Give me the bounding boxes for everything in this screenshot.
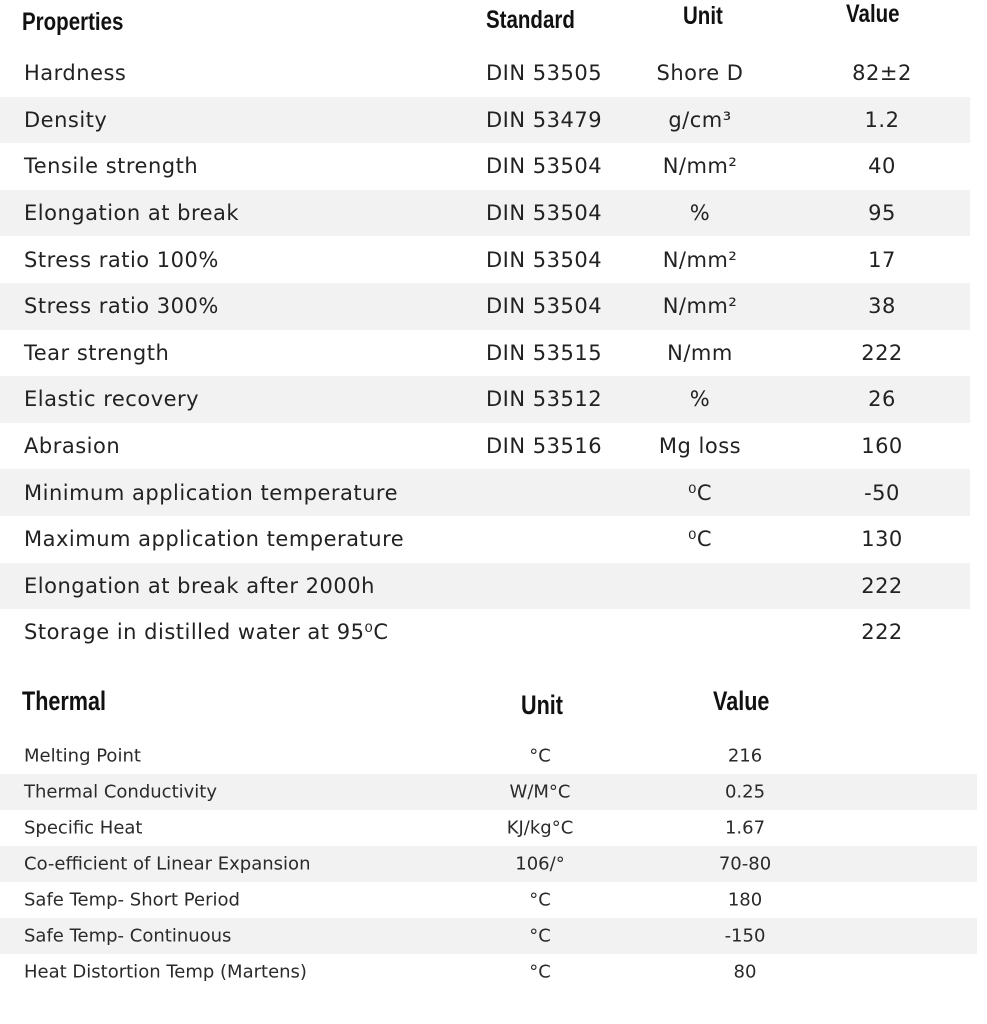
thermal-value: 216 — [727, 745, 763, 767]
thermal-unit: °C — [529, 745, 551, 767]
property-standard: DIN 53504 — [486, 294, 603, 319]
property-standard: DIN 53505 — [486, 61, 603, 86]
property-value: 82±2 — [852, 61, 912, 86]
property-value: 222 — [861, 573, 903, 598]
property-value: 130 — [861, 527, 903, 552]
property-name: Abrasion — [24, 434, 121, 459]
property-name: Tear strength — [24, 340, 170, 365]
thermal-unit: W/M°C — [509, 781, 571, 803]
property-standard: DIN 53479 — [486, 107, 603, 132]
property-unit: % — [689, 387, 711, 412]
table-row — [0, 330, 970, 377]
property-value: 17 — [868, 247, 896, 272]
thermal-value: 80 — [733, 961, 757, 983]
property-value: 160 — [861, 434, 903, 459]
property-standard: DIN 53504 — [486, 154, 603, 179]
standard-heading: Standard — [486, 6, 575, 34]
thermal-unit-heading: Unit — [521, 690, 563, 720]
thermal-property-name: Safe Temp- Short Period — [24, 889, 240, 911]
thermal-value: 180 — [727, 889, 763, 911]
property-unit: N/mm² — [662, 154, 738, 179]
thermal-value-heading: Value — [713, 686, 770, 716]
table-row — [0, 609, 970, 656]
property-unit: N/mm — [667, 340, 733, 365]
thermal-value: -150 — [724, 925, 766, 947]
table-row — [0, 97, 970, 144]
property-value: 26 — [868, 387, 896, 412]
table-row — [0, 283, 970, 330]
property-value: 95 — [868, 201, 896, 226]
property-standard: DIN 53504 — [486, 201, 603, 226]
table-row — [0, 190, 970, 237]
property-value: 40 — [868, 154, 896, 179]
property-unit: N/mm² — [662, 247, 738, 272]
property-value: 222 — [861, 620, 903, 645]
table-row — [0, 469, 970, 516]
thermal-header-row — [0, 680, 977, 738]
thermal-unit: °C — [529, 925, 551, 947]
table-row — [0, 236, 970, 283]
property-unit: ⁰C — [687, 527, 713, 552]
thermal-unit: °C — [529, 961, 551, 983]
properties-heading: Properties — [22, 8, 124, 36]
table-row — [0, 810, 977, 846]
thermal-value: 1.67 — [724, 817, 766, 839]
table-row — [0, 563, 970, 610]
table-row — [0, 50, 970, 97]
property-unit: g/cm³ — [668, 107, 732, 132]
property-name: Elongation at break after 2000h — [24, 573, 375, 598]
property-unit: ⁰C — [687, 480, 713, 505]
thermal-property-name: Thermal Conductivity — [24, 781, 217, 803]
property-name: Tensile strength — [24, 154, 199, 179]
thermal-property-name: Heat Distortion Temp (Martens) — [24, 961, 307, 983]
table-row — [0, 882, 977, 918]
property-standard: DIN 53512 — [486, 387, 603, 412]
table-row — [0, 738, 977, 774]
property-unit: N/mm² — [662, 294, 738, 319]
table-row — [0, 143, 970, 190]
property-name: Storage in distilled water at 95⁰C — [24, 620, 389, 645]
thermal-heading: Thermal — [22, 686, 107, 716]
thermal-value: 70-80 — [718, 853, 772, 875]
properties-header-row — [0, 0, 970, 50]
property-name: Maximum application temperature — [24, 527, 405, 552]
property-value: -50 — [864, 480, 900, 505]
thermal-property-name: Melting Point — [24, 745, 141, 767]
table-row — [0, 774, 977, 810]
thermal-unit: KJ/kg°C — [506, 817, 574, 839]
table-row — [0, 846, 977, 882]
property-name: Elongation at break — [24, 201, 240, 226]
thermal-unit: 106/° — [515, 853, 565, 875]
property-value: 222 — [861, 340, 903, 365]
property-name: Stress ratio 100% — [24, 247, 219, 272]
value-heading: Value — [846, 0, 900, 28]
table-row — [0, 918, 977, 954]
table-row — [0, 376, 970, 423]
property-unit: Mg loss — [658, 434, 742, 459]
property-name: Hardness — [24, 61, 127, 86]
table-row — [0, 954, 977, 990]
thermal-property-name: Co-efficient of Linear Expansion — [24, 853, 311, 875]
thermal-property-name: Safe Temp- Continuous — [24, 925, 232, 947]
property-standard: DIN 53516 — [486, 434, 603, 459]
property-value: 38 — [868, 294, 896, 319]
unit-heading: Unit — [683, 2, 723, 30]
table-row — [0, 423, 970, 470]
property-standard: DIN 53504 — [486, 247, 603, 272]
property-name: Elastic recovery — [24, 387, 200, 412]
thermal-property-name: Specific Heat — [24, 817, 143, 839]
property-value: 1.2 — [864, 107, 900, 132]
property-name: Minimum application temperature — [24, 480, 399, 505]
property-unit: Shore D — [656, 61, 744, 86]
property-unit: % — [689, 201, 711, 226]
property-name: Stress ratio 300% — [24, 294, 219, 319]
thermal-unit: °C — [529, 889, 551, 911]
property-standard: DIN 53515 — [486, 340, 603, 365]
thermal-value: 0.25 — [724, 781, 766, 803]
property-name: Density — [24, 107, 108, 132]
thermal-table — [0, 680, 977, 990]
table-row — [0, 516, 970, 563]
